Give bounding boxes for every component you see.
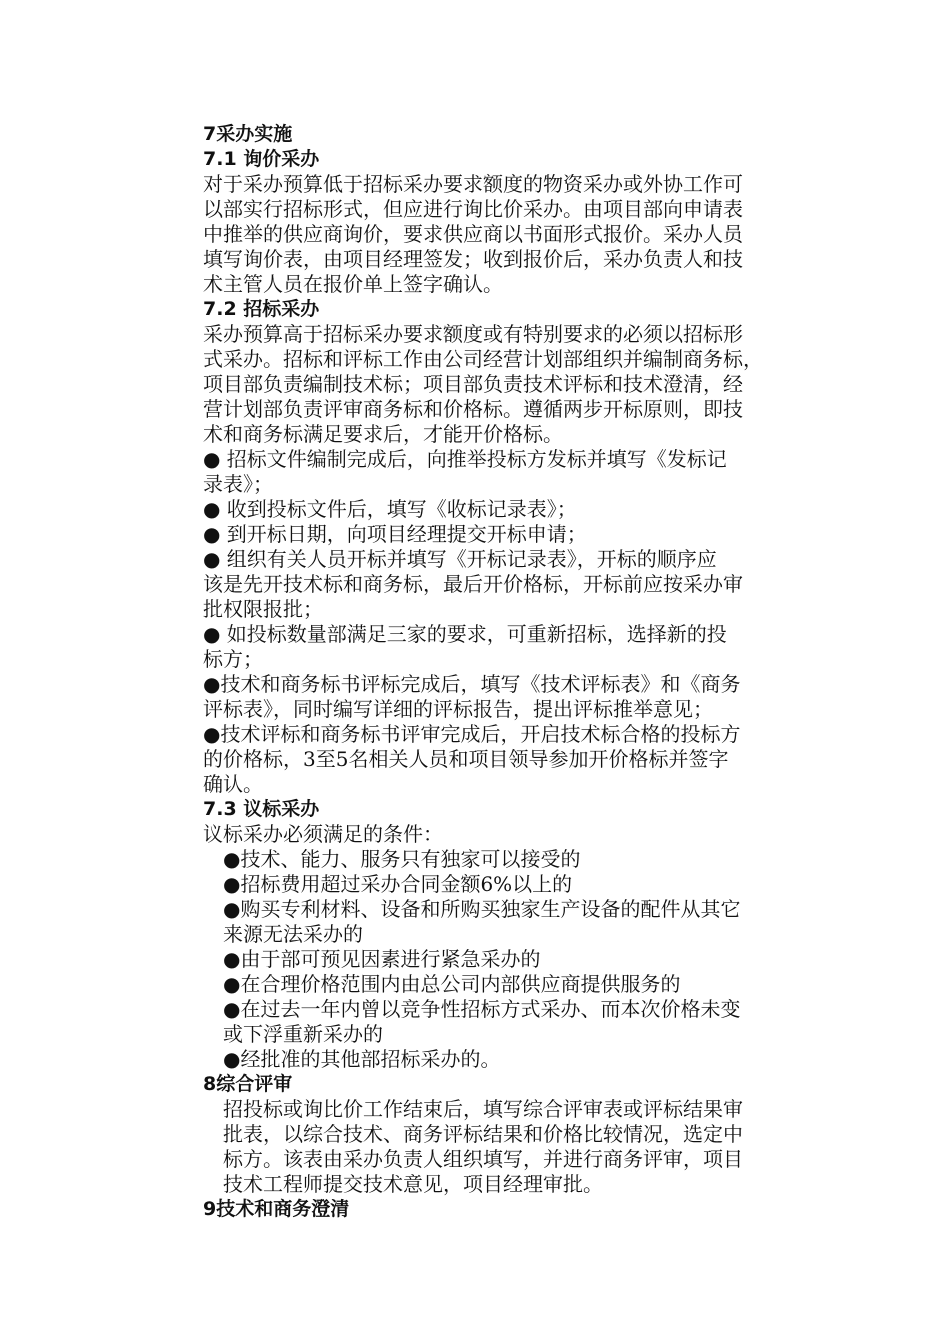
paragraph: [203, 497, 813, 522]
paragraph: [203, 322, 813, 447]
text-line: 来源无法采办的: [223, 922, 363, 946]
text-line: 标方。该表由采办负责人组织填写，并进行商务评审，项目: [223, 1147, 743, 1171]
heading-text: 7.1 询价采办: [203, 148, 320, 170]
text-line: 的价格标，3至5名相关人员和项目领导参加开价格标并签字: [203, 747, 729, 771]
text-line: 确认。: [203, 772, 263, 796]
section-heading: [203, 1072, 813, 1097]
text-line: 中推举的供应商询价，要求供应商以书面形式报价。采办人员: [203, 222, 743, 246]
text-line: 技术工程师提交技术意见，项目经理审批。: [223, 1172, 603, 1196]
section-heading: [203, 797, 813, 822]
heading-text: 8综合评审: [203, 1073, 293, 1095]
text-line: 录表》；: [203, 472, 273, 496]
paragraph: [203, 447, 813, 497]
text-line: ●在合理价格范围内由总公司内部供应商提供服务的: [223, 972, 681, 996]
text-line: ●经批准的其他部招标采办的。: [223, 1047, 501, 1071]
text-line: ●技术和商务标书评标完成后，填写《技术评标表》和《商务: [203, 672, 741, 696]
text-line: ● 组织有关人员开标并填写《开标记录表》，开标的顺序应: [203, 547, 717, 571]
paragraph: [203, 547, 813, 622]
text-line: 议标采办必须满足的条件：: [203, 822, 443, 846]
paragraph: [203, 672, 813, 722]
text-line: 批表，以综合技术、商务评标结果和价格比较情况，选定中: [223, 1122, 743, 1146]
section-heading: [203, 1197, 813, 1222]
text-line: ●购买专利材料、设备和所购买独家生产设备的配件从其它: [223, 897, 741, 921]
text-line: ●由于部可预见因素进行紧急采办的: [223, 947, 541, 971]
heading-text: 9技术和商务澄清: [203, 1198, 350, 1220]
text-line: 术和商务标满足要求后，才能开价格标。: [203, 422, 563, 446]
text-line: ● 到开标日期，向项目经理提交开标申请；: [203, 522, 587, 546]
paragraph: [203, 622, 813, 672]
text-line: ●技术、能力、服务只有独家可以接受的: [223, 847, 581, 871]
indented-paragraph: [203, 1047, 813, 1072]
text-line: 对于采办预算低于招标采办要求额度的物资采办或外协工作可: [203, 172, 743, 196]
text-line: 标方；: [203, 647, 263, 671]
heading-text: 7采办实施: [203, 123, 293, 145]
text-line: ●招标费用超过采办合同金额6%以上的: [223, 872, 573, 896]
paragraph: [203, 522, 813, 547]
section-heading: [203, 297, 813, 322]
text-line: 术主管人员在报价单上签字确认。: [203, 272, 503, 296]
heading-text: 7.3 议标采办: [203, 798, 320, 820]
text-line: 该是先开技术标和商务标，最后开价格标，开标前应按采办审: [203, 572, 743, 596]
indented-paragraph: [203, 1097, 813, 1197]
indented-paragraph: [203, 847, 813, 872]
text-line: 批权限报批；: [203, 597, 323, 621]
text-line: ●在过去一年内曾以竞争性招标方式采办、而本次价格未变: [223, 997, 741, 1021]
text-line: 式采办。招标和评标工作由公司经营计划部组织并编制商务标，: [203, 347, 763, 371]
indented-paragraph: [203, 997, 813, 1047]
heading-text: 7.2 招标采办: [203, 298, 320, 320]
indented-paragraph: [203, 947, 813, 972]
text-line: ● 招标文件编制完成后，向推举投标方发标并填写《发标记: [203, 447, 727, 471]
text-line: ● 如投标数量部满足三家的要求，可重新招标，选择新的投: [203, 622, 727, 646]
paragraph: [203, 822, 813, 847]
indented-paragraph: [203, 872, 813, 897]
section-heading: [203, 147, 813, 172]
paragraph: [203, 172, 813, 297]
indented-paragraph: [203, 897, 813, 947]
document-page: [203, 122, 813, 1222]
text-line: 采办预算高于招标采办要求额度或有特别要求的必须以招标形: [203, 322, 743, 346]
text-line: 招投标或询比价工作结束后，填写综合评审表或评标结果审: [223, 1097, 743, 1121]
indented-paragraph: [203, 972, 813, 997]
text-line: 营计划部负责评审商务标和价格标。遵循两步开标原则，即技: [203, 397, 743, 421]
text-line: 以部实行招标形式，但应进行询比价采办。由项目部向申请表: [203, 197, 743, 221]
text-line: ●技术评标和商务标书评审完成后，开启技术标合格的投标方: [203, 722, 741, 746]
section-heading: [203, 122, 813, 147]
text-line: ● 收到投标文件后，填写《收标记录表》；: [203, 497, 577, 521]
text-line: 或下浮重新采办的: [223, 1022, 383, 1046]
text-line: 填写询价表，由项目经理签发；收到报价后，采办负责人和技: [203, 247, 743, 271]
paragraph: [203, 722, 813, 797]
text-line: 评标表》，同时编写详细的评标报告，提出评标推举意见；: [203, 697, 713, 721]
text-line: 项目部负责编制技术标；项目部负责技术评标和技术澄清，经: [203, 372, 743, 396]
